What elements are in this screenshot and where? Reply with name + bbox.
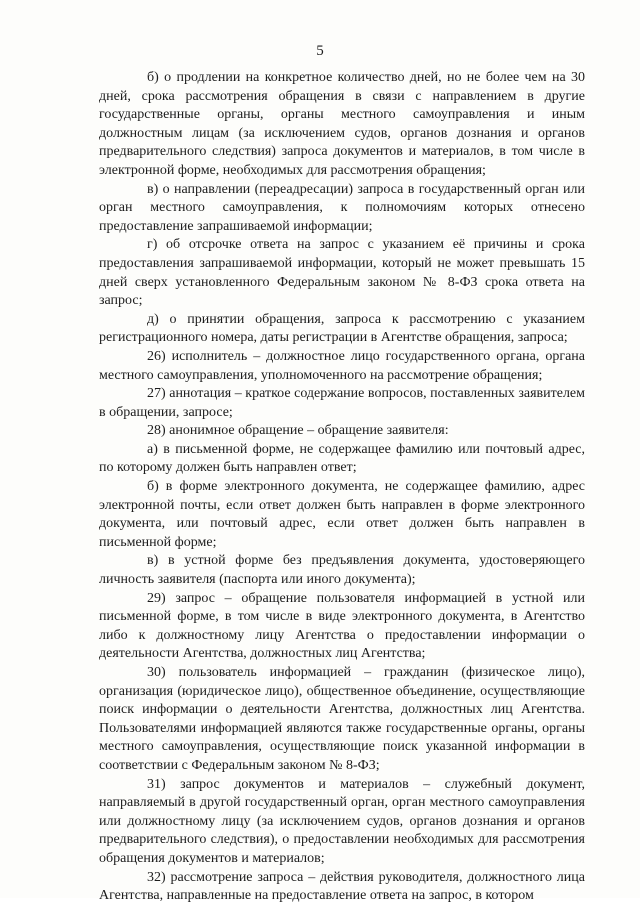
paragraph-28a-written: а) в письменной форме, не содержащее фамилию или почтовый адрес, по которому должен быть направлен ответ; — [99, 441, 585, 476]
page-number: 5 — [316, 43, 324, 59]
paragraph-28b-electronic: б) в форме электронного документа, не содержащее фамилию, адрес электронной почты, если ответ должен быть направлен в форме электронного документа, или почтовый адрес, если ответ должен быть направлен в письменной форме; — [99, 479, 585, 550]
paragraph-g-deferral: г) об отсрочке ответа на запрос с указанием её причины и срока предоставления запрашиваемой информации, который не может превышать 15 дней сверх установленного Федеральным законом № 8-ФЗ срока ответа на запрос; — [99, 237, 585, 309]
paragraph-b-extension: б) о продлении на конкретное количество дней, но не более чем на 30 дней, срока рассмотрения обращения в связи с направлением в другие государственные органы, органы местного самоуправления и иным должностным лицам (за исключением судов, органов дознания и органов предварительного следствия) запроса документов и материалов, в том числе в электронной форме, необходимых для рассмотрения обращения; — [99, 70, 585, 178]
paragraph-30-information-user: 30) пользователь информацией – гражданин (физическое лицо), организация (юридическое лицо), общественное объединение, осуществляющие поиск информации о деятельности Агентства, должностных лиц Агентства. Пользователями информацией являются также государственные органы, органы местного самоуправления, осуществляющие поиск указанной информации в соответствии с Федеральным законом № 8-ФЗ; — [99, 665, 585, 773]
paragraph-28v-oral: в) в устной форме без предъявления документа, удостоверяющего личность заявителя (паспорта или иного документа); — [99, 553, 585, 588]
paragraph-29-request: 29) запрос – обращение пользователя информацией в устной или письменной форме, в том числе в виде электронного документа, в Агентство либо к должностному лицу Агентства о предоставлении информации о деятельности Агентства, должностных лиц Агентства; — [99, 590, 585, 662]
paragraph-32-request-review: 32) рассмотрение запроса – действия руководителя, должностного лица Агентства, направленные на предоставление ответа на запрос, в котором — [99, 869, 585, 904]
paragraph-28-anonymous: 28) анонимное обращение – обращение заявителя: — [147, 423, 449, 439]
body-text — [99, 69, 585, 906]
paragraph-26-executor: 26) исполнитель – должностное лицо государственного органа, органа местного самоуправления, уполномоченного на рассмотрение обращения; — [99, 348, 585, 383]
paragraph-31-documents-request: 31) запрос документов и материалов – служебный документ, направляемый в другой государственный орган, орган местного самоуправления или должностному лицу (за исключением судов, органов дознания и органов предварительного следствия), о предоставлении необходимых для рассмотрения обращения документов и материалов; — [99, 776, 585, 866]
paragraph-27-annotation: 27) аннотация – краткое содержание вопросов, поставленных заявителем в обращении, запросе; — [99, 386, 585, 420]
paragraph-d-acceptance: д) о принятии обращения, запроса к рассмотрению с указанием регистрационного номера, даты регистрации в Агентстве обращения, запроса; — [99, 311, 585, 346]
paragraph-v-redirection: в) о направлении (переадресации) запроса в государственный орган или орган местного самоуправления, к полномочиям которых отнесено предоставление запрашиваемой информации; — [99, 181, 585, 234]
